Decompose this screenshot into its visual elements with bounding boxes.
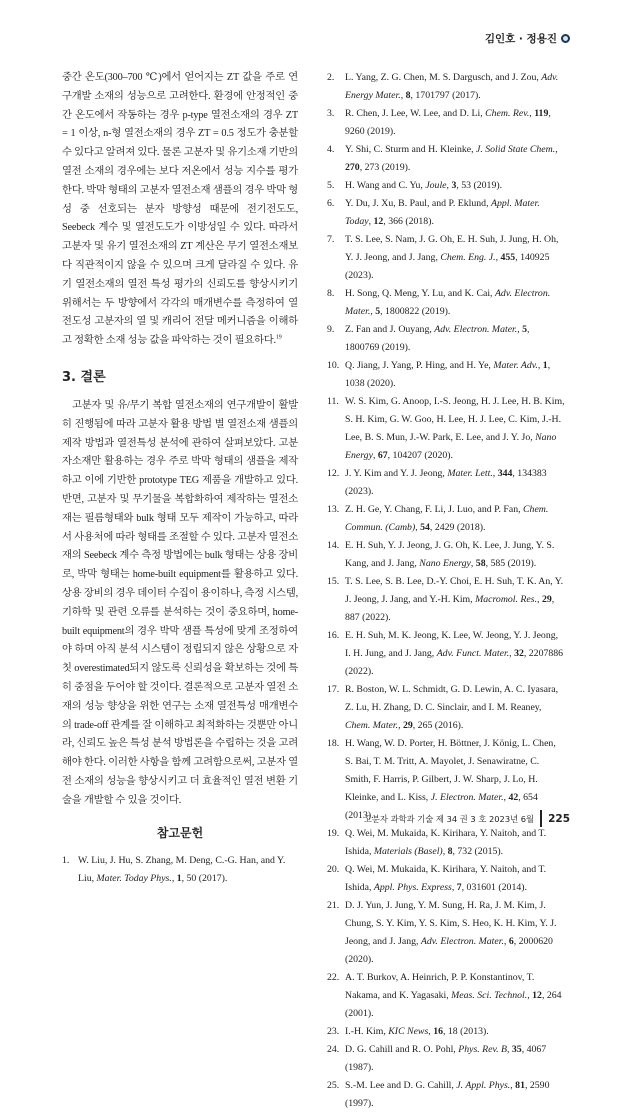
references-heading: 참고문헌 [156,826,204,841]
reference-pages-year: , 2207886 (2022). [345,648,564,677]
reference-authors: W. S. Kim, G. Anoop, I.-S. Jeong, H. J. Lee, H. B. Kim, S. H. Kim, G. W. Goo, H. Lee, H. J. Lee, C. Kim, J.-H. Lee, B. S. Mun, J.-W. Park, E. Lee, and J. Y. Jo, [345,396,565,443]
reference-item [327,321,565,357]
reference-number: 8. [327,288,335,299]
reference-number: 13. [327,504,340,515]
reference-text [345,681,565,735]
reference-journal: Chem. Eng. J. [440,252,496,263]
reference-pages-year: , 1038 (2020). [345,360,551,389]
reference-number: 10. [327,360,340,371]
reference-text [345,969,565,1023]
header-authors: 김인호 · 정용진 [484,33,557,45]
reference-comma: , [398,720,403,731]
reference-journal: J. Appl. Phys. [456,1080,511,1091]
reference-text [345,1041,565,1077]
running-header [485,31,570,46]
reference-journal: Adv. Energy Mater. [345,72,559,101]
reference-item [327,285,565,321]
reference-authors: Y. Shi, C. Sturm and H. Kleinke, [345,144,476,155]
reference-comma: , [495,252,501,263]
reference-journal: Adv. Electron. Mater. [420,936,504,947]
reference-volume: 67 [377,450,388,461]
reference-item [327,231,565,285]
reference-volume: 35 [511,1044,522,1055]
reference-authors: W. Liu, J. Hu, S. Zhang, M. Deng, C.-G. Han, and Y. Liu, [78,855,286,885]
reference-text [345,357,565,393]
reference-comma: , [509,648,515,659]
reference-volume: 5 [522,324,528,335]
reference-pages-year: , 9260 (2019). [345,108,551,137]
reference-authors: S.-M. Lee and D. G. Cahill, [345,1080,457,1091]
reference-item [327,177,565,195]
reference-number: 20. [327,864,340,875]
reference-journal: Appl. Mater. Today [345,198,540,227]
reference-volume: 12 [373,216,384,227]
reference-volume: 455 [500,252,516,263]
reference-number: 11. [327,396,339,407]
reference-authors: I.-H. Kim, [345,1026,389,1037]
reference-number: 16. [327,630,340,641]
reference-authors: Q. Wei, M. Mukaida, K. Kirihara, Y. Naitoh, and T. Ishida, [345,864,547,893]
reference-volume: 12 [532,990,542,1001]
reference-text [345,285,565,321]
reference-text [345,465,565,501]
reference-item [327,1041,565,1077]
reference-comma: , [510,1080,516,1091]
reference-pages-year: , 4067 (1987). [345,1044,547,1073]
reference-journal: Adv. Electron. Mater. [434,324,518,335]
reference-authors: D. J. Yun, J. Jung, Y. M. Sung, H. Ra, J. M. Kim, J. Chung, S. Y. Kim, Y. S. Kim, S. Heo, K. H. Kim, Y. J. Jeong, and J. Jang, [345,900,557,947]
reference-number: 25. [327,1080,340,1091]
reference-journal: Nano Energy [419,558,471,569]
reference-number: 7. [327,234,335,245]
reference-number: 23. [327,1026,340,1037]
reference-item [327,681,565,735]
reference-item [327,1077,565,1113]
circle-marker-icon [561,34,570,43]
reference-text [345,573,565,627]
reference-volume: 344 [497,468,513,479]
reference-comma: , [171,873,177,885]
reference-volume: 16 [433,1026,443,1037]
body-paragraph: 고분자 및 유/무기 복합 열전소재의 연구개발이 활발히 진행됨에 따라 고분자 활용 방법 별 열전소재 샘플의 제작 방법과 열전특성 분석에 관하여 살펴보았다. 고분자소재만 활용하는 경우 주로 박막 형태의 샘플을 제작하고 이에 기반한 prototype TEG 제품을 개발하고 있다. 반면, 고분자 및 무기물을 복합화하여 제작하는 열전소재는 필름형태와 bulk 형태 모두 제작이 가능하고, 따라서 사용처에 따라 형태를 조절할 수 있다. 고분자 열전소재의 Seebeck 계수 측정 방법에는 bulk 형태는 상용 장비로, 박막 형태는 home-built equipment를 활용하고 있다. 상용 장비의 경우 데이터 수집이 용이하나, 측정 시스템, 기하학 및 관련 오류를 분석하는 것이 중요하며, home-built equipment의 경우 박막 샘플 특성에 맞게 조정하여야 하며 아직 분석 시스템이 정립되지 않은 상황으로 자칫 overestimated되지 않도록 신뢰성을 확보하는 것에 특히 중점을 두어야 할 것이다. 결론적으로 고분자 열전 소재의 성능 향상을 위한 연구는 소재 열전특성 매개변수의 trade-off 관계를 잘 이해하고 최적화하는 것뿐만 아니라, 신뢰도 높은 특성 분석 방법론을 수립하는 것을 고려해야 한다. 이러한 사항을 함께 고려함으로써, 고분자 열전 소재의 성능을 향상시키고 더 효율적인 열전 변환 기술을 개발할 수 있을 것이다. [62,399,298,806]
reference-text [345,501,565,537]
reference-journal: Phys. Rev. B [458,1044,507,1055]
reference-comma: , [368,216,374,227]
reference-item [62,852,298,888]
reference-comma: , [415,522,421,533]
reference-item [327,393,565,465]
reference-pages-year: , 104207 (2020). [387,450,453,461]
reference-volume: 8 [405,90,411,101]
journal-issue: 고분자 과학과 기술 제 34 권 3 호 2023년 6월 [363,813,535,824]
reference-text [345,69,565,105]
reference-comma: , [537,360,543,371]
section-heading: 3. 결론 [62,369,106,385]
reference-journal: Mater. Lett. [447,468,493,479]
reference-authors: Q. Jiang, J. Yang, P. Hing, and H. Ye, [345,360,494,371]
reference-text [345,141,565,177]
reference-pages-year: , 1800822 (2019). [380,306,451,317]
page-number: 225 [548,812,570,825]
reference-item [327,825,565,861]
right-column [327,69,565,1113]
reference-pages-year: , 366 (2018). [383,216,434,227]
reference-pages-year: , 18 (2013). [442,1026,489,1037]
reference-item [327,1023,565,1041]
left-column [62,69,298,888]
reference-pages-year: , 654 (2013). [345,792,538,821]
reference-comma: , [503,792,509,803]
reference-item [327,195,565,231]
reference-volume: 54 [420,522,430,533]
reference-item [327,501,565,537]
reference-authors: E. H. Suh, Y. J. Jeong, J. G. Oh, K. Lee, J. Jung, Y. S. Kang, and J. Jang, [345,540,555,569]
reference-item [327,897,565,969]
reference-number: 5. [327,180,335,191]
reference-journal: Chem. Rev. [485,108,530,119]
reference-number: 9. [327,324,335,335]
reference-pages-year: , 2429 (2018). [429,522,486,533]
reference-pages-year: , 732 (2015). [452,846,504,857]
reference-authors: Y. Du, J. Xu, B. Paul, and P. Eklund, [345,198,491,209]
reference-authors: L. Yang, Z. G. Chen, M. S. Dargusch, and J. Zou, [345,72,542,83]
reference-volume: 42 [508,792,519,803]
reference-volume: 6 [508,936,514,947]
reference-volume: 81 [515,1080,525,1091]
reference-authors: E. H. Suh, M. K. Jeong, K. Lee, W. Jeong, Y. J. Jeong, I. H. Jung, and J. Jang, [345,630,559,659]
reference-pages-year: , 1800769 (2019). [345,324,530,353]
reference-comma: , [517,324,523,335]
reference-text [345,231,565,285]
reference-pages-year: , 273 (2019). [359,162,411,173]
reference-item [327,969,565,1023]
reference-number: 6. [327,198,335,209]
reference-authors: D. G. Cahill and R. O. Pohl, [345,1044,459,1055]
reference-journal: Materials (Basel) [373,846,443,857]
reference-volume: 5 [375,306,381,317]
reference-comma: , [428,1026,434,1037]
reference-volume: 1 [542,360,548,371]
reference-item [327,105,565,141]
reference-journal: KIC News [388,1026,429,1037]
reference-pages-year: , 031601 (2014). [461,882,527,893]
reference-journal: Chem. Mater. [345,720,399,731]
reference-volume: 29 [541,594,552,605]
reference-text [345,195,565,231]
reference-comma: , [400,90,406,101]
citation: 19 [275,334,282,341]
reference-authors: Q. Wei, M. Mukaida, K. Kirihara, Y. Naitoh, and T. Ishida, [345,828,547,857]
reference-authors: A. T. Burkov, A. Heinrich, P. P. Konstantinov, T. Nakama, and K. Yagasaki, [345,972,535,1001]
reference-comma: , [442,846,448,857]
reference-pages-year: , 50 (2017). [181,873,228,885]
reference-text [345,825,565,861]
reference-number: 17. [327,684,340,695]
reference-text [345,321,565,357]
reference-pages-year: , 53 (2019). [456,180,503,191]
body-paragraph [62,69,298,351]
reference-item [327,573,565,627]
reference-comma: , [555,144,558,155]
reference-journal: J. Electron. Mater. [430,792,504,803]
reference-volume: 270 [345,162,360,173]
page-footer [364,810,570,827]
reference-comma: , [372,450,378,461]
footer-divider [540,810,542,827]
reference-text [345,105,565,141]
reference-text [345,177,565,195]
reference-pages-year: , 140925 (2023). [345,252,550,281]
reference-number: 18. [327,738,340,749]
reference-comma: , [370,306,376,317]
reference-number: 22. [327,972,340,983]
reference-authors: T. S. Lee, S. B. Lee, D.-Y. Choi, E. H. Suh, T. K. An, Y. J. Jeong, J. Jang, and Y.-H. Kim, [345,576,564,605]
reference-text [345,1023,565,1041]
reference-pages-year: , 264 (2001). [345,990,562,1019]
reference-pages-year: , 585 (2019). [485,558,537,569]
reference-number: 24. [327,1044,340,1055]
reference-authors: H. Wang and C. Yu, [345,180,426,191]
reference-number: 2. [327,72,335,83]
reference-item [327,357,565,393]
paragraph-text: 중간 온도(300–700 ℃)에서 얻어지는 ZT 값을 주로 연구개발 소재의 성능으로 고려한다. 환경에 안정적인 중간 온도에서 작동하는 경우 p-type 열전소재의 경우 ZT = 1 이상, n-형 열전소재의 경우 ZT = 0.5 정도가 충분할 수 있다고 알려져 있다. 물론 고분자 및 유기소재 기반의 열전 소재의 경우에는 보다 저온에서 성능 지수를 평가한다. 박막 형태의 고분자 열전소재 샘플의 경우 박막 형성 중 선호되는 분자 방향성 때문에 전기전도도, Seebeck 계수 및 열전도도가 이방성일 수 있다. 따라서 고분자 및 유기 열전소재의 ZT 계산은 무기 열전소재보다 직관적이지 않을 수 있으며 크게 달라질 수 있다. 유기 열전소재의 열전 특성 평가의 신뢰도를 향상시키기 위해서는 두 방향에서 각각의 매개변수를 측정하여 열전도성 고분자의 열 및 캐리어 전달 메커니즘을 이해하고 정확한 소재 성능 값을 파악하는 것이 필요하다. [62,72,298,347]
reference-text [345,897,565,969]
reference-comma: , [527,990,533,1001]
reference-item [327,627,565,681]
reference-pages-year: , 2000620 (2020). [345,936,553,965]
reference-authors: T. S. Lee, S. Nam, J. G. Oh, E. H. Suh, J. Jung, H. Oh, Y. J. Jeong, and J. Jang, [345,234,559,263]
reference-text [345,627,565,681]
reference-number: 1. [62,855,70,867]
reference-comma: , [446,180,452,191]
reference-list [327,69,565,1113]
reference-authors: H. Song, Q. Meng, Y. Lu, and K. Cai, [345,288,495,299]
reference-volume: 119 [534,108,549,119]
reference-comma: , [537,594,542,605]
reference-text [345,861,565,897]
reference-comma: , [470,558,476,569]
reference-comma: , [492,468,498,479]
reference-pages-year: , 134383 (2023). [345,468,547,497]
reference-list [62,852,298,888]
reference-comma: , [529,108,535,119]
reference-number: 19. [327,828,340,839]
reference-journal: Mater. Adv. [493,360,538,371]
reference-comma: , [451,882,457,893]
reference-item [327,537,565,573]
reference-authors: Z. Fan and J. Ouyang, [345,324,435,335]
reference-text [345,1077,565,1113]
reference-pages-year: , 1701797 (2017). [410,90,481,101]
reference-authors: J. Y. Kim and Y. J. Jeong, [345,468,448,479]
reference-journal: Meas. Sci. Technol. [451,990,528,1001]
reference-volume: 58 [475,558,486,569]
reference-volume: 32 [514,648,524,659]
reference-number: 4. [327,144,335,155]
reference-volume: 7 [456,882,462,893]
reference-journal: J. Solid State Chem. [476,144,556,155]
reference-item [327,861,565,897]
reference-item [327,465,565,501]
reference-text [78,852,298,888]
reference-journal: Adv. Electron. Mater. [345,288,551,317]
reference-text [345,537,565,573]
reference-volume: 8 [447,846,453,857]
reference-journal: Chem. Commun. (Camb) [345,504,549,533]
reference-journal: Adv. Funct. Mater. [436,648,510,659]
reference-pages-year: , 265 (2016). [412,720,464,731]
reference-journal: Appl. Phys. Express [373,882,452,893]
reference-text [345,393,565,465]
reference-journal: Nano Energy [345,432,557,461]
reference-number: 14. [327,540,340,551]
reference-authors: H. Wang, W. D. Porter, H. Böttner, J. König, L. Chen, S. Bai, T. M. Tritt, A. Mayolet, J. Senawiratne, C. Smith, F. Harris, P. Gilbert, J. W. Sharp, J. Lo, H. Kleinke, and L. Kiss, [345,738,556,803]
reference-number: 15. [327,576,340,587]
reference-authors: R. Chen, J. Lee, W. Lee, and D. Li, [345,108,486,119]
reference-journal: Joule [425,180,447,191]
reference-journal: Mater. Today Phys. [96,873,172,885]
reference-authors: R. Boston, W. L. Schmidt, G. D. Lewin, A. C. Iyasara, Z. Lu, H. Zhang, D. C. Sinclair, and I. M. Reaney, [345,684,559,713]
reference-volume: 29 [402,720,413,731]
reference-number: 12. [327,468,340,479]
reference-authors: Z. H. Ge, Y. Chang, F. Li, J. Luo, and P. Fan, [345,504,524,515]
reference-item [327,141,565,177]
reference-pages-year: , 2590 (1997). [345,1080,550,1109]
reference-number: 3. [327,108,335,119]
reference-comma: , [503,936,509,947]
reference-pages-year: , 887 (2022). [345,594,555,623]
reference-number: 21. [327,900,340,911]
reference-volume: 3 [451,180,457,191]
reference-journal: Macromol. Res. [475,594,538,605]
reference-comma: , [507,1044,512,1055]
reference-item [327,69,565,105]
reference-volume: 1 [176,873,182,885]
